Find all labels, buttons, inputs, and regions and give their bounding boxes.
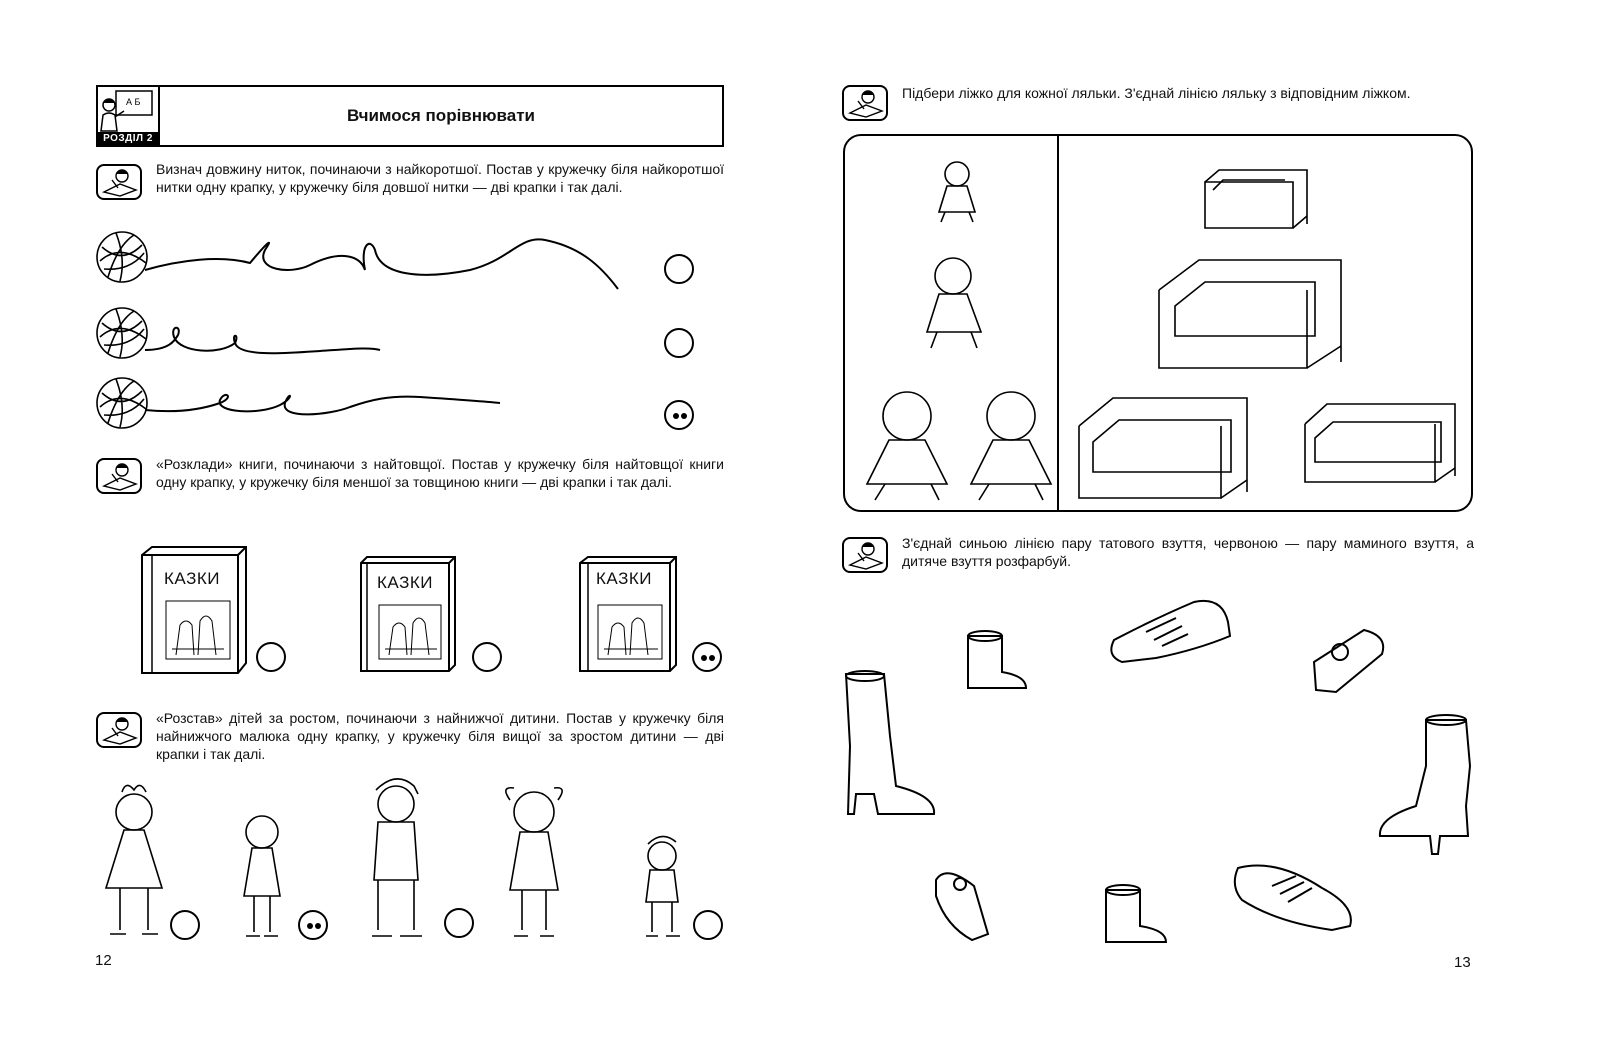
section-badge-label: РОЗДІЛ 2: [98, 132, 158, 145]
child-2-answer-circle[interactable]: [298, 910, 328, 940]
child-3-answer-circle[interactable]: [444, 908, 474, 938]
boy-writing-icon: [98, 166, 140, 198]
task-1-text: Визнач довжину ниток, починаючи з найкоротшої. Постав у кружечку біля найкоротшої нитки одну крапку, у кружечку біля довшої нитки — дві крапки і так далі.: [156, 161, 724, 195]
girl-with-bow-child: [106, 785, 162, 934]
svg-text:А Б: А Б: [126, 97, 141, 107]
answer-dot: [701, 655, 707, 661]
section-header: [96, 85, 724, 147]
book-1-illustration: [138, 545, 248, 675]
book-1-title: КАЗКИ: [164, 569, 220, 588]
doll-large-2: [971, 392, 1051, 500]
boy-writing-icon: [98, 714, 140, 746]
task-5-text: З'єднай синьою лінією пару татового взуття, червоною — пару маминого взуття, а дитяче взуття розфарбуй.: [902, 535, 1474, 569]
tall-boy-child: [372, 779, 422, 936]
task-icon: [842, 85, 888, 121]
dolls-beds-panel: [843, 134, 1473, 512]
thread-3: [145, 395, 500, 414]
book-1: [138, 545, 248, 675]
child-5-answer-circle[interactable]: [693, 910, 723, 940]
thread-2-answer-circle[interactable]: [664, 328, 694, 358]
boy-writing-icon: [98, 460, 140, 492]
girl-with-pigtails-child: [506, 788, 562, 936]
task-icon: [96, 164, 142, 200]
book-3-title: КАЗКИ: [596, 569, 652, 588]
answer-dot: [709, 655, 715, 661]
book-2-answer-circle[interactable]: [472, 642, 502, 672]
bed-medium-2: [1305, 404, 1455, 482]
answer-dot: [315, 923, 321, 929]
thread-1: [145, 239, 618, 289]
answer-dot: [681, 413, 687, 419]
book-3-answer-circle[interactable]: [692, 642, 722, 672]
doll-large-1: [867, 392, 947, 500]
task-icon: [96, 712, 142, 748]
section-badge: [98, 87, 160, 145]
page-number-right: 13: [1454, 954, 1471, 971]
book-1-answer-circle[interactable]: [256, 642, 286, 672]
section-title: Вчимося порівнювати: [346, 106, 535, 125]
yarn-ball-2: [97, 308, 147, 358]
bed-large: [1159, 260, 1341, 368]
book-3: [576, 555, 678, 673]
bed-medium: [1079, 398, 1247, 498]
answer-dot: [673, 413, 679, 419]
thread-2: [145, 328, 380, 354]
bed-small: [1205, 170, 1307, 228]
task-4-text: Підбери ліжко для кожної ляльки. З'єднай лінією ляльку з відповідним ліжком.: [902, 85, 1411, 101]
book-2-title: КАЗКИ: [377, 573, 433, 592]
threads-illustration: [90, 225, 650, 435]
boy-writing-icon: [844, 87, 886, 119]
yarn-ball-3: [97, 378, 147, 428]
child-1-answer-circle[interactable]: [170, 910, 200, 940]
yarn-ball-1: [97, 232, 147, 282]
answer-dot: [307, 923, 313, 929]
book-2: [357, 555, 457, 673]
dolls-beds-illustration: [845, 136, 1471, 510]
task-2-text: «Розклади» книги, починаючи з найтовщої. Постав у кружечку біля найтовщої книги одну крапку, у кружечку біля меншої за товщиною книги — дві крапки і так далі.: [156, 456, 724, 490]
small-girl-child: [244, 816, 280, 936]
task-icon: [96, 458, 142, 494]
teacher-icon: [98, 87, 158, 132]
thread-1-answer-circle[interactable]: [664, 254, 694, 284]
small-boy-child: [646, 836, 680, 936]
thread-3-answer-circle[interactable]: [664, 400, 694, 430]
doll-medium: [927, 258, 981, 348]
doll-small: [939, 162, 975, 222]
page-number-left: 12: [95, 952, 112, 969]
task-3-text: «Розстав» дітей за ростом, починаючи з найнижчої дитини. Постав у кружечку біля найнижчого малюка одну крапку, у кружечку біля вищої за зростом дитини — дві крапки і так далі.: [156, 710, 724, 762]
